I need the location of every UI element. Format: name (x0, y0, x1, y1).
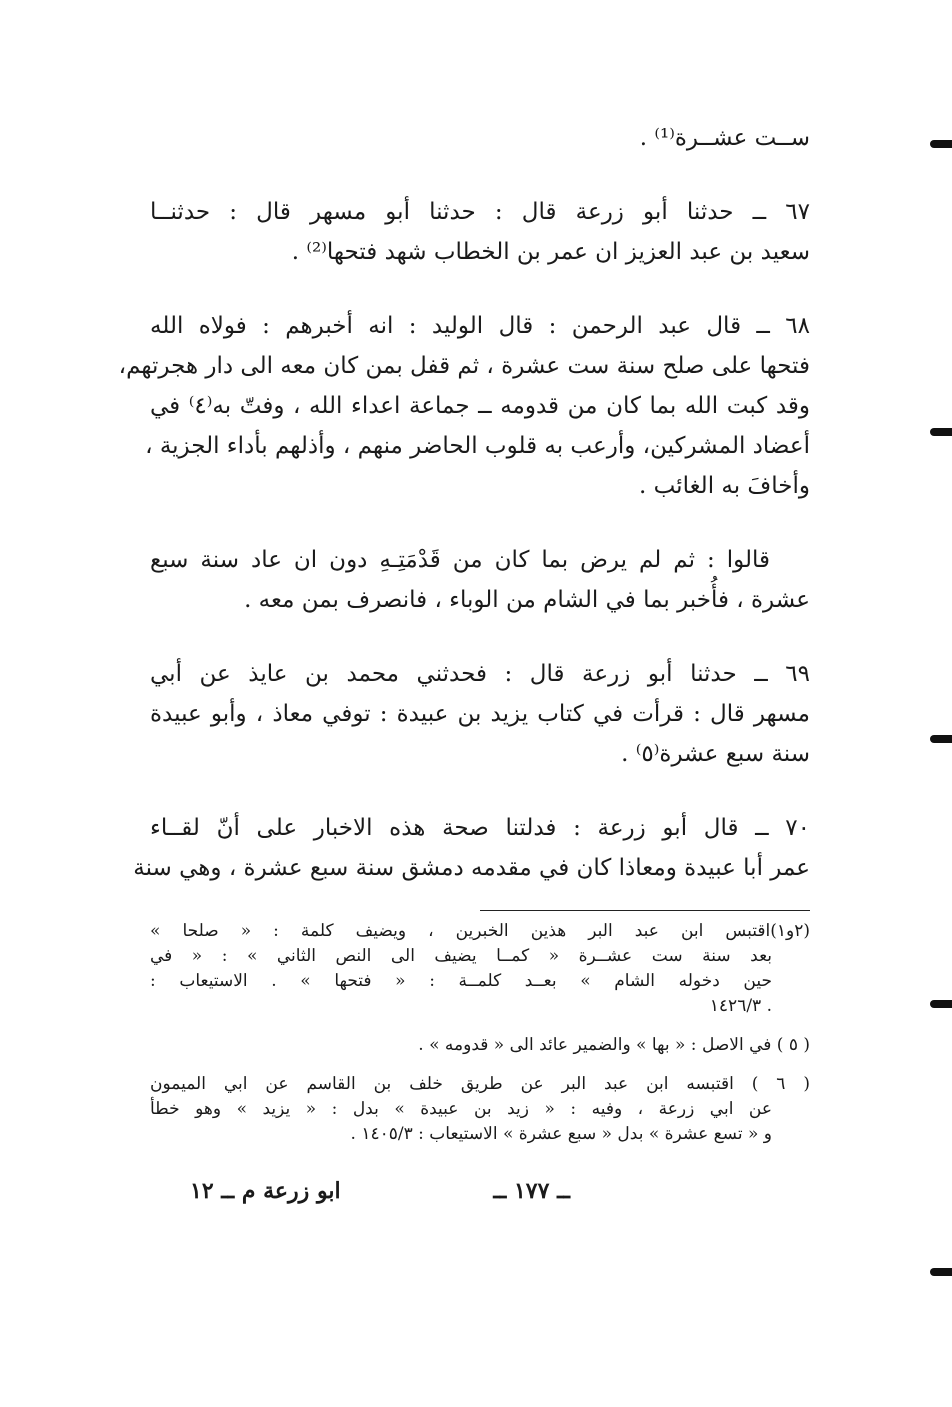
scan-edge-mark (930, 1268, 952, 1276)
text-line: سعيد بن عبد العزيز ان عمر بن الخطاب شهد فتحها⁽²⁾ . (291, 239, 810, 265)
paragraph-69 (150, 654, 810, 774)
page-body (118, 110, 811, 1161)
text-line: عمر أبا عبيدة ومعاذا كان في مقدمه دمشق سنة سبع عشرة ، وهي سنة (133, 855, 810, 881)
text-line: ســت عشــرة⁽¹⁾ . (639, 125, 810, 151)
footnote-line: (٢و١)اقتبس ابن عبد البر هذين الخبرين ، ويضيف كلمة : « صلحا » (150, 921, 810, 941)
scan-edge-mark (930, 140, 952, 148)
signature-mark: ابو زرعة م ــ ١٢ (190, 1178, 341, 1204)
footnote-1-2 (150, 919, 810, 1019)
footnote-line: ( ٦ ) اقتبسه ابن عبد البر عن طريق خلف بن القاسم عن ابي الميمون (150, 1074, 810, 1094)
scan-edge-mark (930, 1000, 952, 1008)
text-line: ٦٩ ــ حدثنا أبو زرعة قال : فحدثني محمد بن عايذ عن أبي (150, 661, 810, 687)
page-number: ــ ١٧٧ ــ (493, 1178, 570, 1204)
text-line: وأخافَ به الغائب . (638, 473, 810, 499)
footnote-line: بعد سنة ست عشــرة « كمــا يضيف الى النص الثاني » : « في (150, 946, 772, 966)
footnote-line: و « تسع عشرة » بدل « سبع عشرة » الاستيعاب : ١٤٠٥/٣ . (350, 1124, 772, 1144)
footnote-6 (150, 1072, 810, 1147)
text-line: مسهر قال : قرأت في كتاب يزيد بن عبيدة : توفي معاذ ، وأبو عبيدة (150, 701, 810, 727)
paragraph-68 (118, 306, 811, 506)
text-line: عشرة ، فأُخبر بما في الشام من الوباء ، فانصرف بمن معه . (244, 587, 810, 613)
footnote-line: . ١٤٢٦/٣ (709, 996, 772, 1016)
footnote-5 (150, 1033, 810, 1058)
scan-edge-mark (930, 735, 952, 743)
text-line: أعضاد المشركين، وأرعب به قلوب الحاضر منهم ، وأذلهم بأداء الجزية ، (145, 433, 810, 459)
text-line: ٧٠ ــ قال أبو زرعة : فدلتنا صحة هذه الاخبار على أنّ لقــاء (150, 815, 810, 841)
text-line: فتحها على صلح سنة ست عشرة ، ثم قفل بمن كان معه الى دار هجرتهم، (118, 353, 810, 379)
text-line: وقد كبت الله بما كان من قدومه ــ جماعة اعداء الله ، وفتّ به⁽٤⁾ في (150, 393, 811, 419)
paragraph-67 (150, 192, 810, 272)
scan-edge-mark (930, 428, 952, 436)
text-line: قالوا : ثم لم يرض بما كان من قَدْمَتِـهِ دون ان عاد سنة سبع (150, 547, 770, 573)
paragraph-68-continued (150, 540, 810, 620)
footnote-line: حين دخوله الشام » بعــد كلمــة : « فتحها » . الاستيعاب : (150, 971, 772, 991)
page-footer (190, 1178, 570, 1212)
text-line: ٦٧ ــ حدثنا أبو زرعة قال : حدثنا أبو مسهر قال : حدثنــا (150, 199, 810, 225)
paragraph-70 (133, 808, 810, 888)
footnote-line: ( ٥ ) في الاصل : « بها » والضمير عائد الى « قدومه » . (418, 1035, 810, 1055)
footnote-divider (480, 910, 810, 911)
paragraph-continuation (150, 118, 810, 158)
text-line: ٦٨ ــ قال عبد الرحمن : قال الوليد : انه أخبرهم : فولاه الله (150, 313, 810, 339)
text-line: سنة سبع عشرة⁽٥⁾ . (621, 741, 810, 767)
footnote-line: عن ابي زرعة ، وفيه : « زيد بن عبيدة » بدل : « يزيد » وهو خطأ (150, 1099, 772, 1119)
